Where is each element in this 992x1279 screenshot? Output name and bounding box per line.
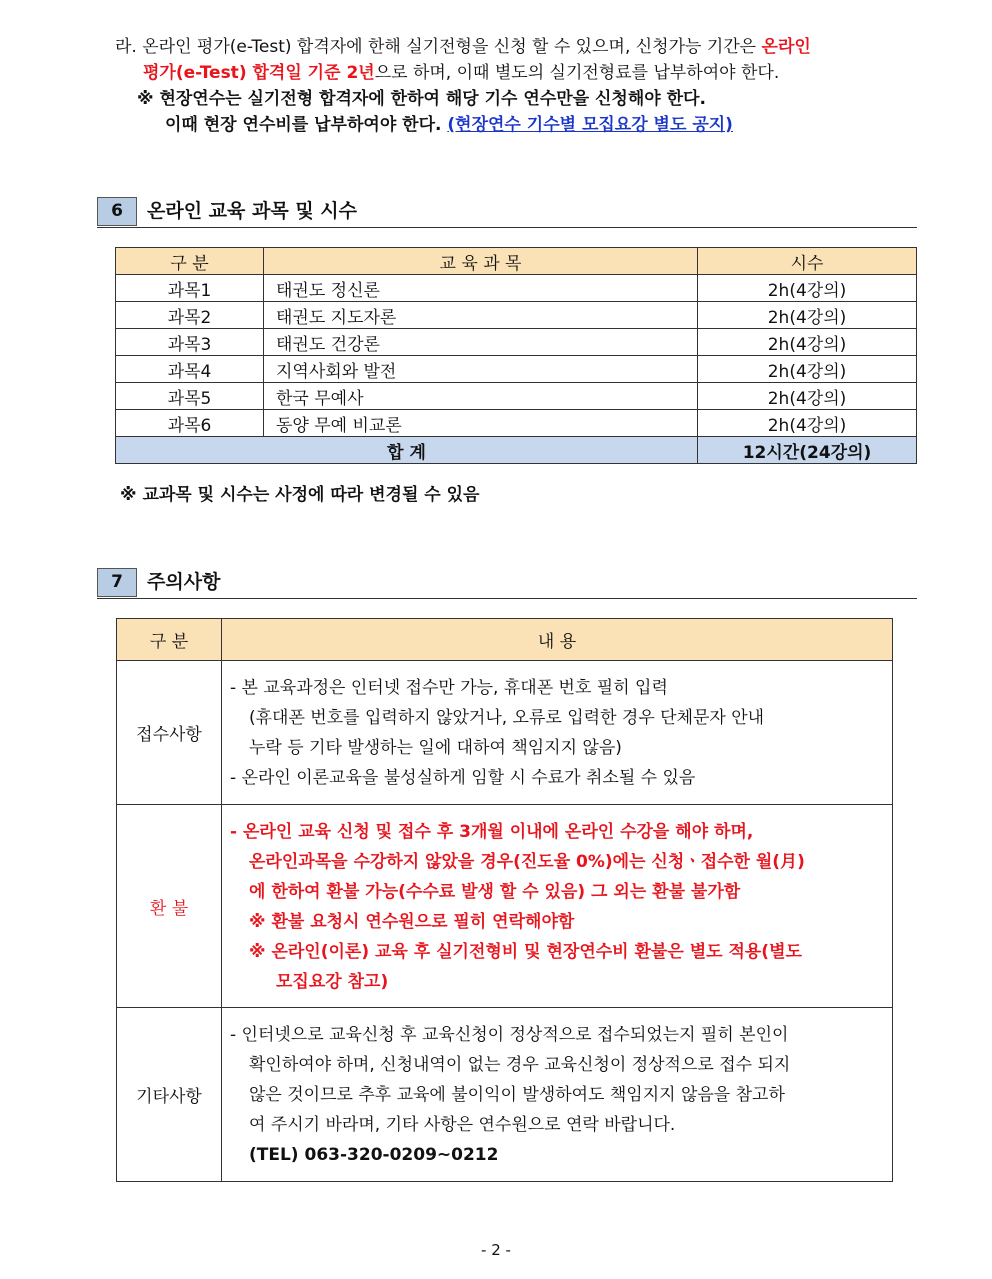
- table-row: [116, 302, 917, 329]
- reception-content: [222, 661, 893, 805]
- refund-content: [222, 805, 893, 1008]
- refund-label: 환 불: [117, 805, 222, 1008]
- reception-line: - 온라인 이론교육을 불성실하게 임할 시 수료가 취소될 수 있음: [230, 768, 696, 788]
- section-number: 6: [97, 197, 137, 226]
- row-subject: 한국 무예사: [264, 383, 698, 410]
- row-category: 과목2: [116, 302, 264, 329]
- intro-line-3: ※ 현장연수는 실기전형 합격자에 한하여 해당 기수 연수만을 신청해야 한다.: [137, 89, 706, 109]
- refund-line: ※ 환불 요청시 연수원으로 필히 연락해야함: [249, 912, 575, 932]
- reception-line: 누락 등 기타 발생하는 일에 대하여 책임지지 않음): [249, 738, 622, 758]
- table-header-row: [117, 619, 893, 661]
- refund-line: 모집요강 참고): [276, 972, 389, 992]
- header-category: 구 분: [117, 619, 222, 661]
- section-6-header: [97, 197, 917, 228]
- refund-line: 에 한하여 환불 가능(수수료 발생 할 수 있음) 그 외는 환불 불가함: [249, 882, 741, 902]
- header-hours: 시수: [698, 248, 917, 275]
- page-number: - 2 -: [481, 1241, 511, 1259]
- row-subject: 동양 무예 비교론: [264, 410, 698, 437]
- other-line: 여 주시기 바라며, 기타 사항은 연수원으로 연락 바랍니다.: [249, 1115, 676, 1135]
- row-category: 과목5: [116, 383, 264, 410]
- other-line: 확인하여야 하며, 신청내역이 없는 경우 교육신청이 정상적으로 접수 되지: [249, 1055, 791, 1075]
- table-row: [116, 275, 917, 302]
- section-title: 온라인 교육 과목 및 시수: [147, 200, 357, 222]
- other-row: [117, 1008, 893, 1182]
- row-hours: 2h(4강의): [698, 329, 917, 356]
- header-content: 내 용: [222, 619, 893, 661]
- section-7-header: [97, 568, 917, 599]
- reception-line: (휴대폰 번호를 입력하지 않았거나, 오류로 입력한 경우 단체문자 안내: [249, 708, 765, 728]
- header-subject: 교 육 과 목: [264, 248, 698, 275]
- table-row: [116, 410, 917, 437]
- total-label: 합 계: [116, 437, 698, 464]
- reception-label: 접수사항: [117, 661, 222, 805]
- intro-line-2: 평가(e-Test) 합격일 기준 2년으로 하며, 이때 별도의 실기전형료를 납부하여야 한다.: [143, 63, 780, 83]
- row-subject: 태권도 건강론: [264, 329, 698, 356]
- row-hours: 2h(4강의): [698, 410, 917, 437]
- intro-line-1: 라. 온라인 평가(e-Test) 합격자에 한해 실기전형을 신청 할 수 있으며, 신청가능 기간은 온라인: [115, 37, 811, 57]
- row-subject: 태권도 지도자론: [264, 302, 698, 329]
- refund-line: - 온라인 교육 신청 및 접수 후 3개월 이내에 온라인 수강을 해야 하며,: [230, 822, 754, 842]
- total-value: 12시간(24강의): [698, 437, 917, 464]
- intro-line-4: 이때 현장 연수비를 납부하여야 한다. (현장연수 기수별 모집요강 별도 공지): [165, 115, 733, 135]
- table-row: [116, 329, 917, 356]
- section-title: 주의사항: [147, 571, 221, 593]
- refund-row: [117, 805, 893, 1008]
- refund-line: ※ 온라인(이론) 교육 후 실기전형비 및 현장연수비 환불은 별도 적용(별도: [249, 942, 802, 962]
- row-hours: 2h(4강의): [698, 302, 917, 329]
- intro-block: [115, 34, 915, 138]
- other-line: 않은 것이므로 추후 교육에 불이익이 발생하여도 책임지지 않음을 참고하: [249, 1085, 785, 1105]
- notice-table: [116, 618, 893, 1182]
- reception-row: [117, 661, 893, 805]
- row-hours: 2h(4강의): [698, 275, 917, 302]
- course-note: ※ 교과목 및 시수는 사정에 따라 변경될 수 있음: [120, 485, 480, 505]
- row-category: 과목4: [116, 356, 264, 383]
- row-category: 과목3: [116, 329, 264, 356]
- row-subject: 지역사회와 발전: [264, 356, 698, 383]
- reception-line: - 본 교육과정은 인터넷 접수만 가능, 휴대폰 번호 필히 입력: [230, 678, 668, 698]
- other-label: 기타사항: [117, 1008, 222, 1182]
- table-header-row: [116, 248, 917, 275]
- contact-phone: (TEL) 063-320-0209~0212: [249, 1145, 499, 1165]
- table-row: [116, 356, 917, 383]
- course-table: [115, 247, 917, 464]
- row-hours: 2h(4강의): [698, 383, 917, 410]
- other-line: - 인터넷으로 교육신청 후 교육신청이 정상적으로 접수되었는지 필히 본인이: [230, 1025, 789, 1045]
- total-row: [116, 437, 917, 464]
- refund-line: 온라인과목을 수강하지 않았을 경우(진도율 0%)에는 신청ㆍ접수한 월(月): [249, 852, 805, 872]
- notice-link[interactable]: (현장연수 기수별 모집요강 별도 공지): [447, 115, 733, 135]
- row-hours: 2h(4강의): [698, 356, 917, 383]
- table-row: [116, 383, 917, 410]
- row-category: 과목1: [116, 275, 264, 302]
- section-number: 7: [97, 568, 137, 597]
- row-category: 과목6: [116, 410, 264, 437]
- header-category: 구 분: [116, 248, 264, 275]
- other-content: [222, 1008, 893, 1182]
- row-subject: 태권도 정신론: [264, 275, 698, 302]
